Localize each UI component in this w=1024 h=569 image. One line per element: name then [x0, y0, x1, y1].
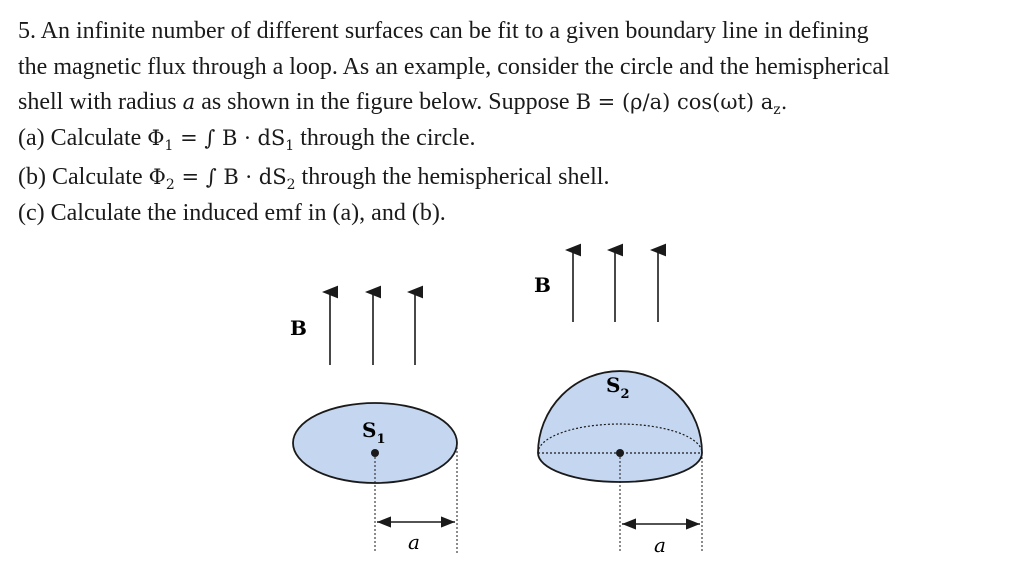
- part-c: (c) Calculate the induced emf in (a), and (b).: [18, 199, 446, 226]
- right-surface-label: $S_2$: [606, 373, 630, 402]
- line3-post: as shown in the figure below. Suppose: [201, 89, 570, 115]
- part-a-post: through the circle.: [300, 124, 476, 151]
- right-radius-label: a: [654, 533, 666, 557]
- part-a-pre: (a) Calculate: [18, 124, 142, 151]
- problem-line-1: 5. An infinite number of different surfaces can be fit to a given boundary line in defining: [18, 18, 869, 44]
- part-a-flux: $\Phi_1$ = ∫ $B \cdot dS_1$: [147, 125, 295, 154]
- left-figure: [290, 292, 457, 554]
- left-radius-label: a: [408, 530, 420, 554]
- line3-pre: shell with radius: [18, 89, 177, 115]
- right-figure: [534, 250, 702, 557]
- part-b-pre: (b) Calculate: [18, 164, 143, 190]
- part-b-post: through the hemispherical shell.: [301, 164, 610, 190]
- radius-symbol: a: [182, 90, 196, 114]
- left-field-label: B: [290, 316, 307, 340]
- part-b-flux: $\Phi_2$ = ∫ $B \cdot dS_2$: [148, 165, 296, 194]
- problem-line-2: the magnetic flux through a loop. As an example, consider the circle and the hemispherical: [18, 53, 890, 80]
- right-field-label: B: [534, 273, 551, 297]
- left-surface-label: $S_1$: [362, 418, 386, 447]
- b-field-expression: B = (ρ/a) cos(ωt) $a_z$.: [575, 90, 788, 119]
